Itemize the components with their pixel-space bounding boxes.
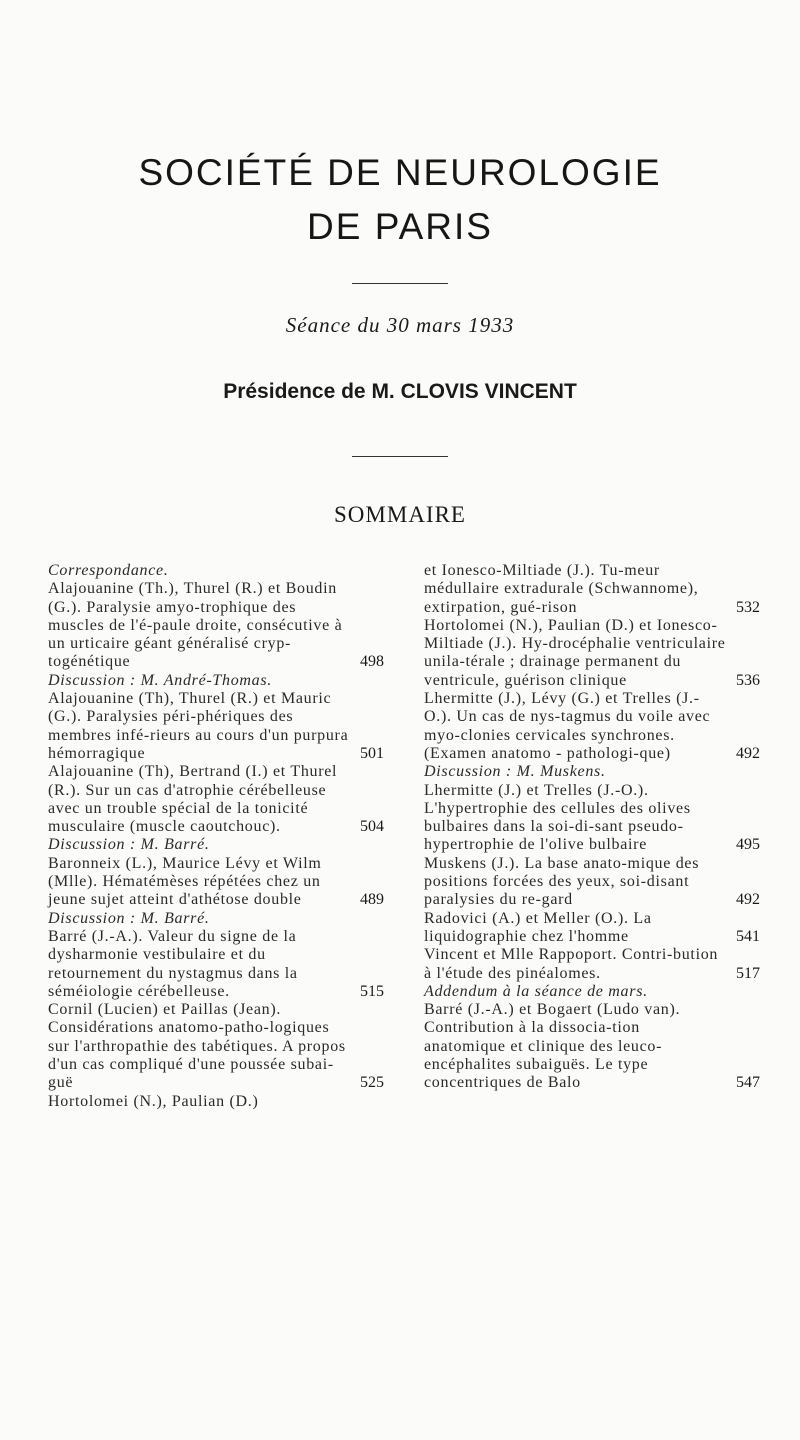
summary-page-number: 492	[736, 744, 760, 762]
summary-page-number: 547	[736, 1074, 760, 1092]
summary-entry-text: Muskens (J.). La base anato-mique des positions forcées des yeux, soi-disant paralysies du re-gard	[424, 854, 700, 909]
summary-entry-text: Hortolomei (N.), Paulian (D.) et Ionesco-Miltiade (J.). Hy-drocéphalie ventriculaire unila-térale ; drainage permanent du ventricule, guérison clinique	[424, 616, 726, 689]
summary-entry-text: Discussion : M. Muskens.	[424, 763, 606, 781]
summary-page-number: 501	[360, 744, 384, 762]
summary-entry-text: Alajouanine (Th.), Thurel (R.) et Boudin (G.). Paralysie amyo-trophique des muscles de l'é-paule droite, consécutive à un urticaire géant généralisé cryp-togénétique	[48, 580, 343, 671]
summary-note	[48, 910, 384, 928]
summary-page-number: 536	[736, 671, 760, 689]
society-title-city: DE PARIS	[307, 206, 493, 247]
divider	[352, 283, 448, 284]
summary-entry	[424, 946, 760, 983]
summary-page-number: 498	[360, 653, 384, 671]
summary-entry	[424, 690, 760, 763]
summary-page-number: 515	[360, 982, 384, 1000]
summary-entry	[48, 763, 384, 836]
summary-note	[424, 763, 760, 781]
summary-entry	[424, 617, 760, 690]
summary-entry	[424, 910, 760, 947]
summary-entry	[424, 562, 760, 617]
society-title: SOCIÉTÉ DE NEUROLOGIE	[138, 152, 662, 193]
summary-entry-text: Barré (J.-A.). Valeur du signe de la dysharmonie vestibulaire et du retournement du nystagmus dans la séméiologie cérébelleuse.	[48, 927, 298, 1000]
summary-entry-text: Vincent et Mlle Rappoport. Contri-bution à l'étude des pinéalomes.	[424, 946, 719, 982]
summary-entry-text: Radovici (A.) et Meller (O.). La liquidographie chez l'homme	[424, 909, 652, 945]
summary-page-number: 495	[736, 836, 760, 854]
summary-entry-text: Lhermitte (J.), Lévy (G.) et Trelles (J.-O.). Un cas de nys-tagmus du voile avec myo-clonies cervicales synchrones. (Examen anatomo - pathologi-que)	[424, 690, 711, 762]
summary-note	[48, 672, 384, 690]
summary-entry-text: Lhermitte (J.) et Trelles (J.-O.). L'hypertrophie des cellules des olives bulbaires dans la soi-di-sant pseudo-hypertrophie de l'olive bulbaire	[424, 781, 691, 854]
summary-page-number: 532	[736, 598, 760, 616]
summary-entry-text: Discussion : M. André-Thomas.	[48, 671, 273, 689]
summary-entry	[48, 1001, 384, 1092]
summary-entry-text: Hortolomei (N.), Paulian (D.)	[48, 1092, 259, 1110]
summary-entry-text: Discussion : M. Barré.	[48, 909, 210, 927]
summary-entry	[48, 580, 384, 671]
summary-note	[48, 836, 384, 854]
summary-entry-text: Alajouanine (Th), Thurel (R.) et Mauric (G.). Paralysies péri-phériques des membres infé-rieurs au cours d'un purpura hémorragique	[48, 690, 349, 762]
summary-entry-text: Discussion : M. Barré.	[48, 836, 210, 854]
summary-page-number: 489	[360, 891, 384, 909]
summary-entry	[48, 1093, 384, 1111]
summary-entry	[424, 1001, 760, 1092]
summary-right-column	[424, 562, 760, 1093]
summary-note	[48, 562, 384, 580]
summary-entry-text: Addendum à la séance de mars.	[424, 982, 648, 1000]
summary-entry-text: Alajouanine (Th), Bertrand (I.) et Thurel (R.). Sur un cas d'atrophie cérébelleuse avec un trouble spécial de la tonicité musculaire (muscle caoutchouc).	[48, 763, 338, 836]
presidence-line: Présidence de M. CLOVIS VINCENT	[223, 380, 577, 403]
session-date: Séance du 30 mars 1933	[285, 313, 515, 337]
summary-entry	[424, 782, 760, 855]
summary-entry	[48, 928, 384, 1001]
divider	[352, 456, 448, 457]
summary-entry	[48, 855, 384, 910]
summary-entry	[48, 690, 384, 763]
summary-entry-text: Baronneix (L.), Maurice Lévy et Wilm (Mlle). Hématémèses répétées chez un jeune sujet atteint d'athétose double	[48, 854, 322, 909]
summary-page-number: 541	[736, 927, 760, 945]
summary-entry	[424, 855, 760, 910]
summary-entry-text: Correspondance.	[48, 562, 169, 579]
summary-page-number: 525	[360, 1074, 384, 1092]
sommaire-heading: SOMMAIRE	[334, 502, 466, 527]
summary-entry-text: et Ionesco-Miltiade (J.). Tu-meur médullaire extradurale (Schwannome), extirpation, gué-rison	[424, 562, 699, 616]
summary-note	[424, 983, 760, 1001]
summary-entry-text: Barré (J.-A.) et Bogaert (Ludo van). Contribution à la dissocia-tion anatomique et clinique des leuco-encéphalites subaiguës. Le type concentriques de Balo	[424, 1001, 681, 1092]
summary-left-column	[48, 562, 384, 1111]
summary-page-number: 492	[736, 891, 760, 909]
summary-entry-text: Cornil (Lucien) et Paillas (Jean). Considérations anatomo-patho-logiques sur l'arthropathie des tabétiques. A propos d'un cas compliqué d'une poussée subai-guë	[48, 1001, 346, 1092]
summary-page-number: 504	[360, 818, 384, 836]
summary-page-number: 517	[736, 964, 760, 982]
